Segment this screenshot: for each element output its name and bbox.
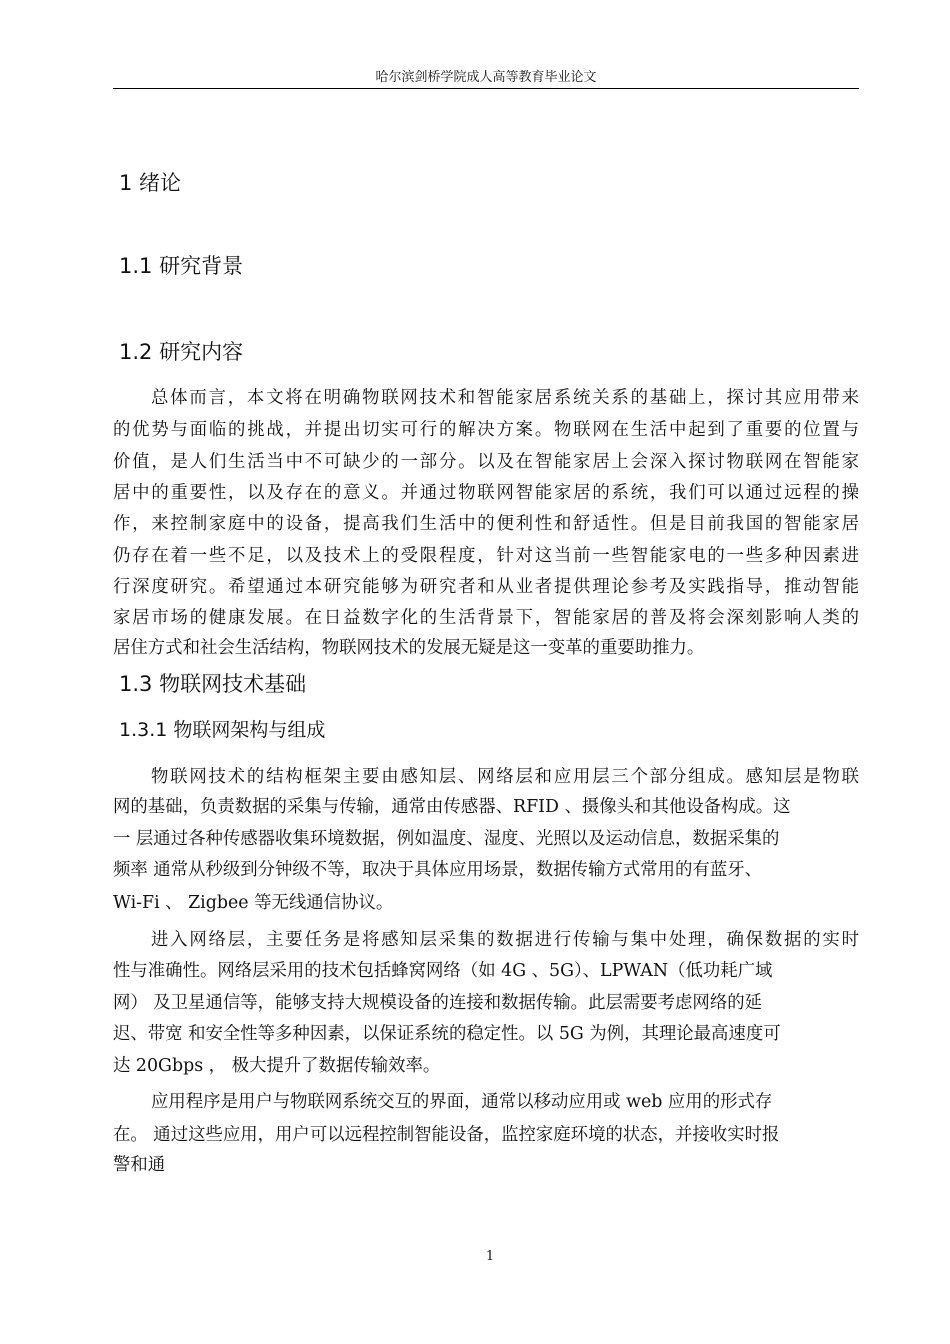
paragraph-line: 家居市场的健康发展。在日益数字化的生活背景下，智能家居的普及将会深刻影响人类的 bbox=[113, 608, 859, 628]
paragraph-line: 居住方式和社会生活结构，物联网技术的发展无疑是这一变革的重要助推力。 bbox=[113, 638, 705, 658]
paragraph-line: 网） 及卫星通信等，能够支持大规模设备的连接和数据传输。此层需要考虑网络的延 bbox=[113, 993, 762, 1013]
heading-1-1: 1.1 研究背景 bbox=[119, 254, 244, 278]
paragraph-line: 价值，是人们生活当中不可缺少的一部分。以及在智能家居上会深入探讨物联网在智能家 bbox=[113, 452, 859, 472]
heading-1-2: 1.2 研究内容 bbox=[119, 340, 244, 364]
paragraph-line: 物联网技术的结构框架主要由感知层、网络层和应用层三个部分组成。感知层是物联 bbox=[151, 767, 859, 787]
paragraph-line: 作，来控制家庭中的设备，提高我们生活中的便利性和舒适性。但是目前我国的智能家居 bbox=[113, 514, 859, 534]
running-header: 哈尔滨剑桥学院成人高等教育毕业论文 bbox=[375, 70, 597, 85]
paragraph-line: 网的基础，负责数据的采集与传输，通常由传感器、RFID 、摄像头和其他设备构成。这 bbox=[113, 797, 791, 817]
paragraph-line: 达 20Gbps ， 极大提升了数据传输效率。 bbox=[113, 1056, 441, 1076]
heading-1-3-1: 1.3.1 物联网架构与组成 bbox=[119, 719, 326, 741]
paragraph-line: 居中的重要性，以及存在的意义。并通过物联网智能家居的系统，我们可以通过远程的操 bbox=[113, 483, 859, 503]
paragraph-line: 迟、带宽 和安全性等多种因素，以保证系统的稳定性。以 5G 为例，其理论最高速度可 bbox=[113, 1024, 781, 1044]
paragraph-line: 的优势与面临的挑战，并提出切实可行的解决方案。物联网在生活中起到了重要的位置与 bbox=[113, 420, 859, 440]
paragraph-line: Wi-Fi 、 Zigbee 等无线通信协议。 bbox=[113, 893, 394, 913]
paragraph-line: 性与准确性。网络层采用的技术包括蜂窝网络（如 4G 、5G）、LPWAN（低功耗广域 bbox=[113, 961, 773, 981]
paragraph-line: 行深度研究。希望通过本研究能够为研究者和从业者提供理论参考及实践指导，推动智能 bbox=[113, 577, 859, 597]
paragraph-line: 应用程序是用户与物联网系统交互的界面，通常以移动应用或 web 应用的形式存 bbox=[151, 1092, 773, 1112]
heading-chapter-1: 1 绪论 bbox=[119, 171, 182, 195]
paragraph-line: 频率 通常从秒级到分钟级不等，取决于具体应用场景，数据传输方式常用的有蓝牙、 bbox=[113, 860, 762, 880]
paragraph-line: 警和通 bbox=[113, 1155, 166, 1175]
heading-1-3: 1.3 物联网技术基础 bbox=[119, 672, 307, 696]
paragraph-line: 在。 通过这些应用，用户可以远程控制智能设备，监控家庭环境的状态，并接收实时报 bbox=[113, 1125, 780, 1145]
header-rule bbox=[113, 88, 859, 89]
page-number: 1 bbox=[485, 1249, 495, 1264]
paragraph-line: 一 层通过各种传感器收集环境数据，例如温度、湿度、光照以及运动信息，数据采集的 bbox=[113, 829, 780, 849]
paragraph-line: 仍存在着一些不足，以及技术上的受限程度，针对这当前一些智能家电的一些多种因素进 bbox=[113, 546, 859, 566]
paragraph-line: 进入网络层，主要任务是将感知层采集的数据进行传输与集中处理，确保数据的实时 bbox=[151, 930, 859, 950]
paragraph-line: 总体而言，本文将在明确物联网技术和智能家居系统关系的基础上，探讨其应用带来 bbox=[151, 388, 859, 408]
